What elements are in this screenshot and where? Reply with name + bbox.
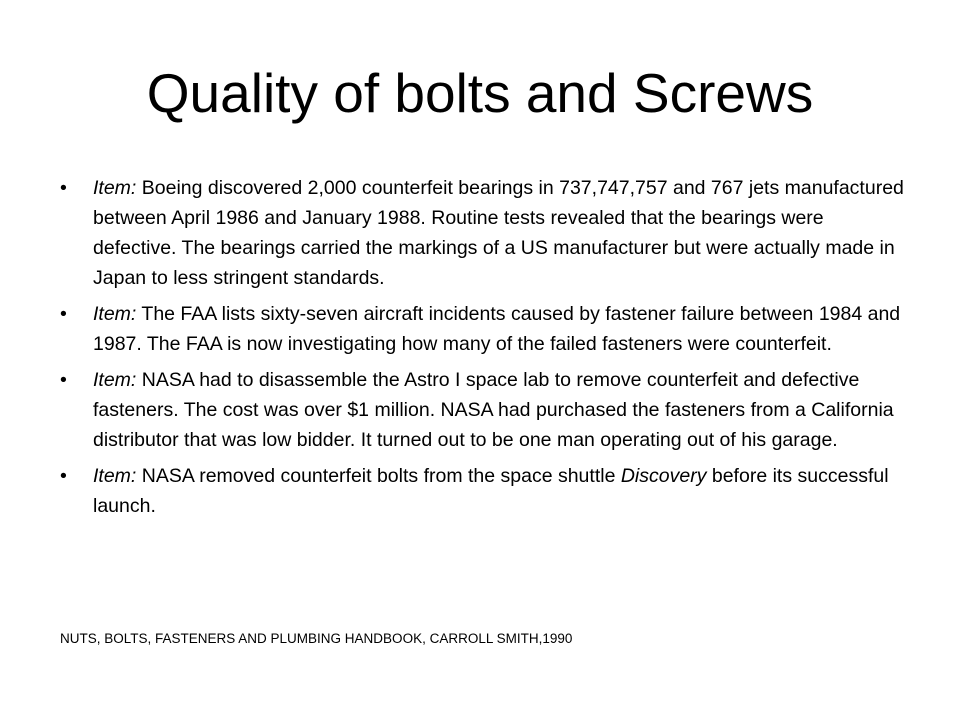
slide-title: Quality of bolts and Screws [146, 62, 814, 124]
bullet-marker: • [60, 303, 67, 325]
citation: NUTS, BOLTS, FASTENERS AND PLUMBING HANDBOOK, CARROLL SMITH,1990 [60, 631, 573, 646]
bullet-item-nasa-astro [60, 365, 910, 455]
item-prefix: Item: [93, 303, 137, 325]
bullet-text: The FAA lists sixty-seven aircraft incidents caused by fastener failure between 1984 and 1987. The FAA is now investigating how many of the failed fasteners were counterfeit. [93, 303, 901, 355]
bullet-item-nasa-discovery [60, 461, 910, 521]
bullet-list [60, 173, 910, 527]
bullet-text-after: before its successful launch. [93, 465, 889, 517]
bullet-text: Boeing discovered 2,000 counterfeit bearings in 737,747,757 and 767 jets manufactured between April 1986 and January 1988. Routine tests revealed that the bearings were defective. The bearings carried the markings of a US manufacturer but were actually made in Japan to less stringent standards. [93, 177, 904, 289]
bullet-text: NASA had to disassemble the Astro I space lab to remove counterfeit and defective fasteners. The cost was over $1 million. NASA had purchased the fasteners from a California distributor that was low bidder. It turned out to be one man operating out of his garage. [93, 369, 894, 451]
item-prefix: Item: [93, 465, 137, 487]
item-prefix: Item: [93, 177, 137, 199]
bullet-marker: • [60, 177, 67, 199]
bullet-item-faa [60, 299, 910, 359]
item-prefix: Item: [93, 369, 137, 391]
bullet-marker: • [60, 369, 67, 391]
shuttle-name: Discovery [620, 465, 707, 487]
bullet-marker: • [60, 465, 67, 487]
bullet-text-before: NASA removed counterfeit bolts from the space shuttle [136, 465, 621, 487]
bullet-item-boeing [60, 173, 910, 293]
